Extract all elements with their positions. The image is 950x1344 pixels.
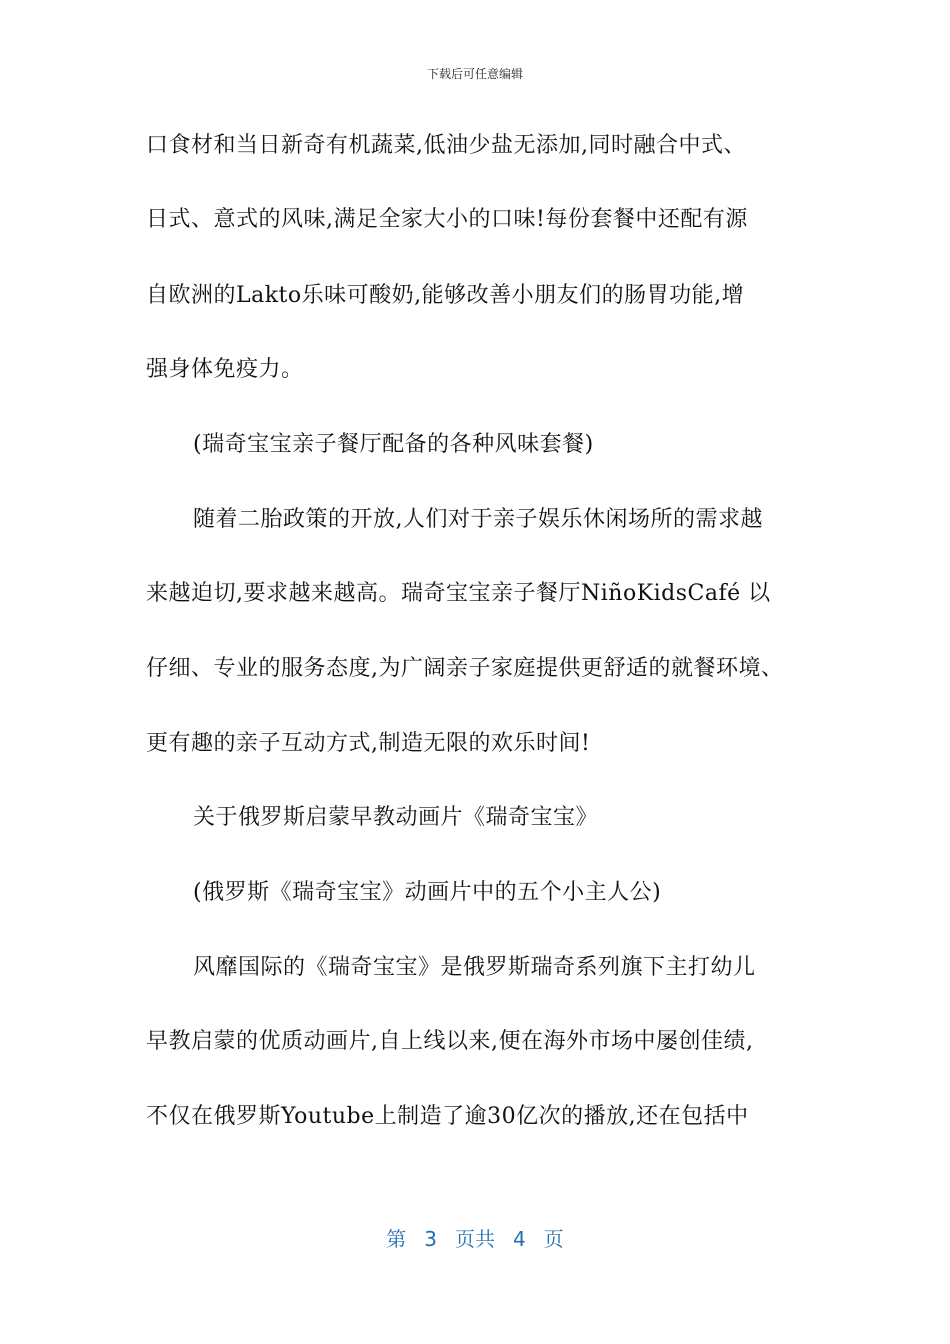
text-line: 口食材和当日新奇有机蔬菜,低油少盐无添加,同时融合中式、 xyxy=(146,133,746,158)
page-header: 下载后可任意编辑 xyxy=(426,67,523,81)
text-line: 强身体免疫力。 xyxy=(146,357,304,382)
text-line: 日式、意式的风味,满足全家大小的口味!每份套餐中还配有源 xyxy=(146,207,748,232)
text-line: 自欧洲的Lakto乐味可酸奶,能够改善小朋友们的肠胃功能,增 xyxy=(146,283,745,308)
text-line: 关于俄罗斯启蒙早教动画片《瑞奇宝宝》 xyxy=(193,805,599,830)
text-line: 早教启蒙的优质动画片,自上线以来,便在海外市场中屡创佳绩, xyxy=(146,1029,754,1054)
footer-suffix: 页 xyxy=(543,1227,564,1251)
footer-total-pages: 4 xyxy=(513,1227,526,1251)
text-line: (俄罗斯《瑞奇宝宝》动画片中的五个小主人公) xyxy=(193,880,662,905)
text-line: (瑞奇宝宝亲子餐厅配备的各种风味套餐) xyxy=(193,432,594,457)
footer-prefix: 第 xyxy=(386,1227,407,1251)
text-line: 随着二胎政策的开放,人们对于亲子娱乐休闲场所的需求越 xyxy=(193,507,763,532)
text-line: 更有趣的亲子互动方式,制造无限的欢乐时间! xyxy=(146,731,591,756)
footer-middle: 页共 xyxy=(455,1227,495,1251)
footer-page-number: 3 xyxy=(424,1227,437,1251)
text-line: 来越迫切,要求越来越高。瑞奇宝宝亲子餐厅NiñoKidsCafé 以 xyxy=(146,581,771,606)
text-line: 风靡国际的《瑞奇宝宝》是俄罗斯瑞奇系列旗下主打幼儿 xyxy=(193,955,756,980)
text-line: 不仅在俄罗斯Youtube上制造了逾30亿次的播放,还在包括中 xyxy=(146,1104,749,1129)
page-footer xyxy=(0,1226,950,1252)
text-line: 仔细、专业的服务态度,为广阔亲子家庭提供更舒适的就餐环境、 xyxy=(146,656,784,681)
